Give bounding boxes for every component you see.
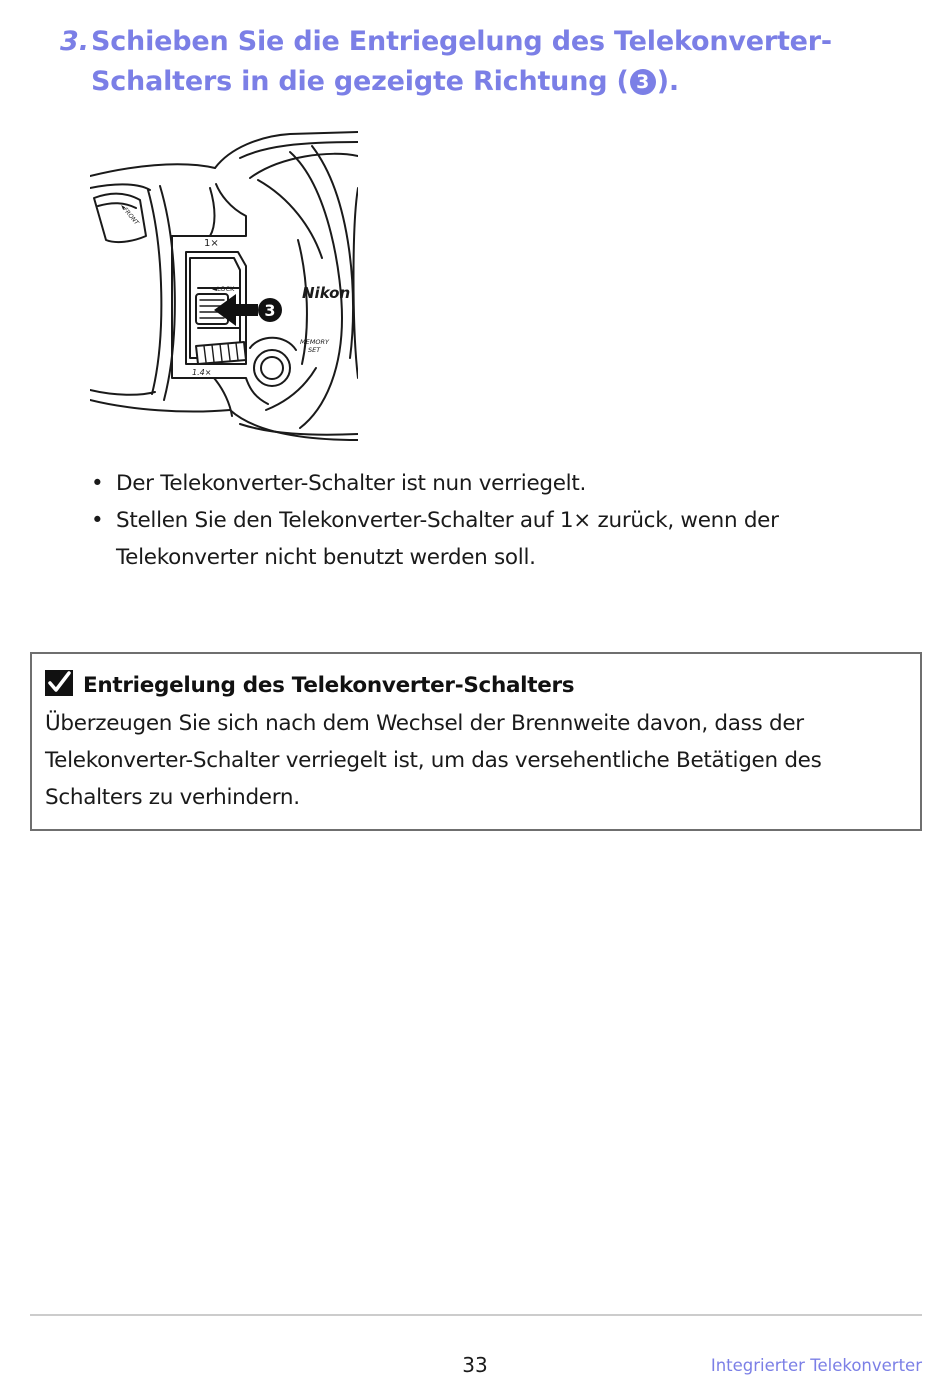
note-title: [45, 670, 574, 701]
step-text: [91, 22, 920, 102]
step-text-before: Schieben Sie die Entriegelung des Telekonverter-Schalters in die gezeigte Richtung (: [91, 26, 832, 97]
label-1x: 1×: [204, 238, 219, 249]
note-body: Überzeugen Sie sich nach dem Wechsel der Brennweite davon, dass der Telekonverter-Schalter verriegelt ist, um das versehentliche Betätigen des Schalters zu verhindern.: [45, 711, 822, 810]
note-box: [30, 652, 922, 831]
bullet-icon: •: [91, 471, 104, 496]
page-number: 33: [462, 1353, 488, 1377]
step-number: 3.: [60, 26, 90, 57]
callout-3-text: 3: [264, 301, 276, 320]
label-front: ◄FRONT: [118, 202, 140, 227]
label-brand: Nikon: [302, 284, 351, 302]
bullet-icon: •: [91, 508, 104, 533]
label-set: SET: [308, 346, 321, 354]
step-text-after: ).: [656, 66, 679, 97]
bullet-list: [91, 465, 811, 576]
list-item: [91, 465, 811, 502]
section-link[interactable]: Integrierter Telekonverter: [710, 1356, 922, 1375]
note-title-text: Entriegelung des Telekonverter-Schalters: [83, 673, 575, 698]
label-memory: MEMORY: [300, 338, 329, 346]
barrel-top-edge: [90, 164, 215, 176]
callout-3-icon: 3: [630, 69, 656, 95]
label-14x: 1.4×: [192, 368, 212, 377]
list-item: [91, 502, 811, 576]
label-lock: ◄LOCK: [212, 285, 235, 293]
barrel-bottom-edge: [90, 400, 230, 412]
footer-divider: [30, 1314, 922, 1316]
list-item-text: Der Telekonverter-Schalter ist nun verriegelt.: [116, 471, 586, 496]
checkmark-icon: [45, 670, 73, 696]
list-item-text: Stellen Sie den Telekonverter-Schalter auf 1× zurück, wenn der Telekonverter nicht benutzt werden soll.: [116, 508, 779, 570]
lens-illustration: [90, 128, 358, 446]
step-heading: [60, 22, 920, 102]
